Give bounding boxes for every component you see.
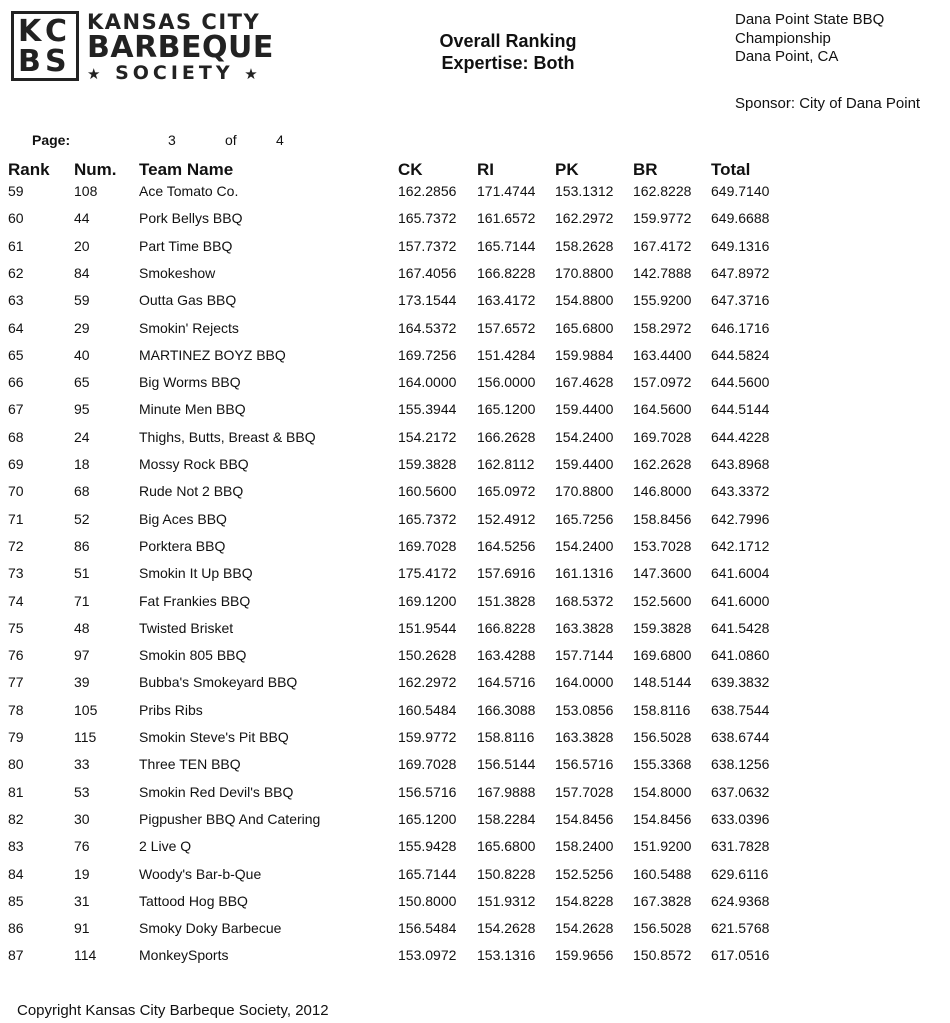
cell-team: Minute Men BBQ — [139, 401, 246, 418]
cell-ri: 167.9888 — [477, 783, 536, 800]
cell-team: Smokin Red Devil's BBQ — [139, 783, 294, 800]
cell-num: 53 — [74, 783, 90, 800]
cell-total: 646.1716 — [711, 319, 770, 336]
cell-pk: 164.0000 — [555, 674, 614, 691]
cell-ri: 158.2284 — [477, 810, 536, 827]
event-info — [735, 11, 884, 67]
cell-total: 644.5824 — [711, 346, 770, 363]
table-row — [0, 784, 950, 811]
cell-num: 40 — [74, 346, 90, 363]
cell-ck: 156.5484 — [398, 920, 457, 937]
cell-ck: 173.1544 — [398, 292, 457, 309]
cell-ri: 150.8228 — [477, 865, 536, 882]
cell-ck: 162.2856 — [398, 183, 457, 199]
cell-ri: 162.8112 — [477, 456, 535, 472]
header-ri: RI — [477, 160, 494, 179]
table-row — [0, 265, 950, 292]
page-of: of — [225, 132, 237, 148]
table-row — [0, 893, 950, 920]
cell-total: 644.4228 — [711, 428, 770, 445]
cell-num: 86 — [74, 537, 90, 554]
cell-num: 18 — [74, 456, 90, 472]
cell-pk: 159.9656 — [555, 947, 614, 964]
cell-num: 114 — [74, 947, 97, 964]
cell-pk: 154.8228 — [555, 892, 614, 909]
cell-ck: 154.2172 — [398, 428, 457, 445]
cell-num: 59 — [74, 292, 90, 309]
cell-ck: 169.7256 — [398, 346, 457, 363]
cell-br: 160.5488 — [633, 865, 692, 882]
cell-ri: 154.2628 — [477, 920, 536, 937]
cell-br: 163.4400 — [633, 346, 692, 363]
cell-rank: 82 — [8, 810, 24, 827]
logo-line-society — [87, 63, 274, 84]
cell-total: 641.6004 — [711, 565, 770, 582]
cell-rank: 69 — [8, 456, 24, 472]
cell-team: MARTINEZ BOYZ BBQ — [139, 346, 286, 363]
cell-br: 151.9200 — [633, 838, 692, 855]
page-total: 4 — [276, 132, 284, 148]
cell-br: 157.0972 — [633, 374, 692, 391]
kcbs-monogram — [11, 11, 79, 81]
cell-br: 155.3368 — [633, 756, 692, 773]
cell-br: 158.8116 — [633, 701, 691, 718]
cell-rank: 79 — [8, 729, 24, 745]
cell-total: 644.5600 — [711, 374, 770, 391]
table-row — [0, 183, 950, 210]
cell-num: 115 — [74, 729, 97, 745]
table-row — [0, 483, 950, 510]
table-row — [0, 210, 950, 237]
cell-total: 643.3372 — [711, 483, 770, 500]
cell-num: 52 — [74, 510, 90, 527]
logo-letter-b: B — [18, 44, 41, 79]
cell-team: Big Aces BBQ — [139, 510, 227, 527]
table-row — [0, 674, 950, 701]
header-rank: Rank — [8, 160, 50, 179]
cell-br: 153.7028 — [633, 537, 692, 554]
cell-rank: 66 — [8, 374, 24, 391]
cell-num: 51 — [74, 565, 90, 582]
cell-ck: 165.7372 — [398, 510, 457, 527]
cell-pk: 153.0856 — [555, 701, 614, 718]
report-title-line2: Expertise: Both — [441, 53, 575, 73]
table-row — [0, 756, 950, 783]
cell-ck: 175.4172 — [398, 565, 457, 582]
cell-rank: 85 — [8, 892, 24, 909]
cell-br: 154.8456 — [633, 810, 692, 827]
cell-num: 68 — [74, 483, 90, 500]
event-sponsor: Sponsor: City of Dana Point — [735, 95, 921, 112]
cell-team: Thighs, Butts, Breast & BBQ — [139, 428, 316, 445]
page-label: Page: — [32, 132, 71, 148]
cell-ri: 151.4284 — [477, 346, 536, 363]
cell-total: 638.7544 — [711, 701, 770, 718]
cell-total: 617.0516 — [711, 947, 770, 964]
cell-rank: 73 — [8, 565, 24, 582]
cell-team: Rude Not 2 BBQ — [139, 483, 244, 500]
table-row — [0, 320, 950, 347]
kcbs-logo — [11, 11, 283, 83]
cell-team: Smoky Doky Barbecue — [139, 920, 282, 937]
cell-team: Ace Tomato Co. — [139, 183, 239, 199]
cell-total: 631.7828 — [711, 838, 770, 855]
cell-team: Mossy Rock BBQ — [139, 456, 249, 472]
cell-ck: 159.3828 — [398, 456, 457, 472]
cell-num: 48 — [74, 619, 90, 636]
cell-ck: 169.1200 — [398, 592, 457, 609]
cell-rank: 72 — [8, 537, 24, 554]
cell-rank: 87 — [8, 947, 24, 964]
cell-ck: 169.7028 — [398, 537, 457, 554]
cell-total: 641.5428 — [711, 619, 770, 636]
cell-ri: 165.6800 — [477, 838, 536, 855]
cell-ck: 160.5600 — [398, 483, 457, 500]
cell-pk: 168.5372 — [555, 592, 614, 609]
cell-ri: 152.4912 — [477, 510, 536, 527]
cell-pk: 158.2400 — [555, 838, 614, 855]
cell-team: Smokin Steve's Pit BBQ — [139, 729, 289, 745]
logo-letter-s: S — [45, 44, 67, 79]
cell-rank: 78 — [8, 701, 24, 718]
header-pk: PK — [555, 160, 579, 179]
cell-num: 44 — [74, 210, 90, 227]
cell-num: 84 — [74, 264, 90, 281]
table-row — [0, 429, 950, 456]
cell-ck: 151.9544 — [398, 619, 457, 636]
table-row — [0, 292, 950, 319]
copyright-footer: Copyright Kansas City Barbeque Society, 2012 — [17, 1002, 329, 1019]
logo-line-barbeque: BARBEQUE — [87, 30, 274, 65]
cell-num: 30 — [74, 810, 90, 827]
cell-ck: 165.7144 — [398, 865, 457, 882]
cell-team: Pork Bellys BBQ — [139, 210, 243, 227]
cell-team: Woody's Bar-b-Que — [139, 865, 262, 882]
cell-pk: 156.5716 — [555, 756, 614, 773]
cell-ck: 169.7028 — [398, 756, 457, 773]
cell-ck: 156.5716 — [398, 783, 457, 800]
cell-rank: 86 — [8, 920, 24, 937]
cell-ck: 164.5372 — [398, 319, 457, 336]
cell-team: Smokin' Rejects — [139, 319, 239, 336]
cell-total: 638.1256 — [711, 756, 770, 773]
cell-pk: 165.6800 — [555, 319, 614, 336]
cell-pk: 154.2628 — [555, 920, 614, 937]
cell-br: 154.8000 — [633, 783, 692, 800]
cell-br: 169.7028 — [633, 428, 692, 445]
cell-total: 649.1316 — [711, 237, 770, 254]
cell-ri: 165.7144 — [477, 237, 536, 254]
table-row — [0, 456, 950, 483]
cell-ri: 157.6572 — [477, 319, 536, 336]
cell-ck: 155.3944 — [398, 401, 457, 418]
cell-team: Three TEN BBQ — [139, 756, 241, 773]
header-ck: CK — [398, 160, 423, 179]
table-row — [0, 374, 950, 401]
cell-pk: 157.7144 — [555, 647, 614, 664]
header-total: Total — [711, 160, 751, 179]
cell-total: 641.6000 — [711, 592, 770, 609]
cell-num: 29 — [74, 319, 90, 336]
cell-pk: 170.8800 — [555, 264, 614, 281]
table-row — [0, 238, 950, 265]
cell-team: Big Worms BBQ — [139, 374, 241, 391]
table-row — [0, 620, 950, 647]
cell-rank: 74 — [8, 592, 24, 609]
cell-ck: 155.9428 — [398, 838, 457, 855]
cell-team: Pigpusher BBQ And Catering — [139, 810, 321, 827]
cell-br: 164.5600 — [633, 401, 692, 418]
cell-total: 649.7140 — [711, 183, 770, 199]
page-current: 3 — [168, 132, 176, 148]
cell-rank: 64 — [8, 319, 24, 336]
logo-line-kansas-city: KANSAS CITY — [87, 10, 261, 34]
cell-num: 97 — [74, 647, 90, 664]
cell-ri: 153.1316 — [477, 947, 536, 964]
cell-rank: 83 — [8, 838, 24, 855]
cell-ri: 165.1200 — [477, 401, 536, 418]
table-row — [0, 920, 950, 947]
table-row — [0, 811, 950, 838]
cell-num: 91 — [74, 920, 90, 937]
cell-rank: 63 — [8, 292, 24, 309]
cell-num: 20 — [74, 237, 90, 254]
cell-ck: 153.0972 — [398, 947, 457, 964]
table-row — [0, 538, 950, 565]
cell-ck: 167.4056 — [398, 264, 457, 281]
cell-br: 147.3600 — [633, 565, 692, 582]
cell-ri: 151.9312 — [477, 892, 536, 909]
cell-rank: 61 — [8, 237, 24, 254]
cell-rank: 75 — [8, 619, 24, 636]
cell-total: 621.5768 — [711, 920, 770, 937]
logo-society-text: SOCIETY — [115, 62, 234, 84]
report-title-line1: Overall Ranking — [439, 31, 577, 51]
cell-team: Smokin It Up BBQ — [139, 565, 253, 582]
cell-br: 169.6800 — [633, 647, 692, 664]
star-icon: ★ — [87, 65, 105, 83]
cell-num: 65 — [74, 374, 90, 391]
cell-br: 159.3828 — [633, 619, 692, 636]
report-title — [400, 30, 616, 74]
logo-wordmark — [87, 11, 274, 84]
cell-pk: 163.3828 — [555, 619, 614, 636]
cell-pk: 154.2400 — [555, 428, 614, 445]
table-row — [0, 947, 950, 974]
cell-pk: 163.3828 — [555, 729, 614, 745]
table-row — [0, 401, 950, 428]
cell-num: 105 — [74, 701, 98, 718]
cell-ck: 164.0000 — [398, 374, 457, 391]
cell-team: Smokeshow — [139, 264, 216, 281]
cell-ri: 166.8228 — [477, 264, 536, 281]
cell-ri: 166.2628 — [477, 428, 536, 445]
cell-br: 158.8456 — [633, 510, 692, 527]
cell-pk: 159.4400 — [555, 401, 614, 418]
cell-rank: 80 — [8, 756, 24, 773]
cell-num: 33 — [74, 756, 90, 773]
cell-pk: 159.9884 — [555, 346, 614, 363]
cell-pk: 158.2628 — [555, 237, 614, 254]
cell-br: 152.5600 — [633, 592, 692, 609]
cell-ck: 160.5484 — [398, 701, 457, 718]
cell-total: 633.0396 — [711, 810, 770, 827]
event-name-line1: Dana Point State BBQ — [735, 11, 885, 28]
logo-letter-k: K — [18, 14, 42, 49]
cell-rank: 81 — [8, 783, 24, 800]
cell-ri: 161.6572 — [477, 210, 536, 227]
cell-br: 142.7888 — [633, 264, 692, 281]
cell-ri: 151.3828 — [477, 592, 536, 609]
cell-br: 167.4172 — [633, 237, 692, 254]
cell-pk: 159.4400 — [555, 456, 614, 472]
cell-pk: 152.5256 — [555, 865, 614, 882]
cell-pk: 161.1316 — [555, 565, 614, 582]
cell-ck: 157.7372 — [398, 237, 457, 254]
cell-ck: 150.8000 — [398, 892, 457, 909]
cell-rank: 76 — [8, 647, 24, 664]
cell-rank: 71 — [8, 510, 24, 527]
cell-team: MonkeySports — [139, 947, 229, 964]
table-row — [0, 866, 950, 893]
cell-total: 629.6116 — [711, 865, 769, 882]
table-row — [0, 511, 950, 538]
cell-total: 641.0860 — [711, 647, 770, 664]
cell-num: 95 — [74, 401, 90, 418]
cell-ri: 166.8228 — [477, 619, 536, 636]
cell-pk: 170.8800 — [555, 483, 614, 500]
cell-total: 638.6744 — [711, 729, 770, 745]
cell-rank: 65 — [8, 346, 24, 363]
cell-rank: 60 — [8, 210, 24, 227]
cell-br: 155.9200 — [633, 292, 692, 309]
cell-ck: 162.2972 — [398, 674, 457, 691]
cell-ck: 150.2628 — [398, 647, 457, 664]
cell-ri: 165.0972 — [477, 483, 536, 500]
cell-total: 647.3716 — [711, 292, 770, 309]
cell-total: 642.7996 — [711, 510, 770, 527]
cell-br: 162.8228 — [633, 183, 692, 199]
header-num: Num. — [74, 160, 117, 179]
cell-pk: 154.8800 — [555, 292, 614, 309]
cell-ck: 165.7372 — [398, 210, 457, 227]
table-row — [0, 565, 950, 592]
table-row — [0, 647, 950, 674]
cell-team: Outta Gas BBQ — [139, 292, 237, 309]
cell-rank: 84 — [8, 865, 24, 882]
cell-total: 624.9368 — [711, 892, 770, 909]
cell-rank: 59 — [8, 183, 24, 199]
table-row — [0, 729, 950, 756]
cell-num: 19 — [74, 865, 90, 882]
cell-br: 148.5144 — [633, 674, 692, 691]
cell-team: Porktera BBQ — [139, 537, 226, 554]
cell-ri: 157.6916 — [477, 565, 536, 582]
cell-br: 167.3828 — [633, 892, 692, 909]
table-row — [0, 593, 950, 620]
cell-rank: 67 — [8, 401, 24, 418]
cell-team: Bubba's Smokeyard BBQ — [139, 674, 298, 691]
cell-pk: 165.7256 — [555, 510, 614, 527]
cell-rank: 70 — [8, 483, 24, 500]
cell-total: 644.5144 — [711, 401, 770, 418]
cell-team: Smokin 805 BBQ — [139, 647, 247, 664]
cell-ri: 171.4744 — [477, 183, 536, 199]
cell-br: 156.5028 — [633, 729, 692, 745]
logo-letter-c: C — [45, 14, 68, 49]
event-name-line2: Championship — [735, 29, 831, 47]
cell-ri: 163.4172 — [477, 292, 536, 309]
cell-ri: 163.4288 — [477, 647, 536, 664]
cell-team: Tattood Hog BBQ — [139, 892, 248, 909]
cell-br: 159.9772 — [633, 210, 692, 227]
cell-pk: 162.2972 — [555, 210, 614, 227]
cell-total: 649.6688 — [711, 210, 770, 227]
cell-rank: 77 — [8, 674, 24, 691]
table-row — [0, 347, 950, 374]
cell-pk: 154.2400 — [555, 537, 614, 554]
header-team-name: Team Name — [139, 160, 234, 179]
cell-team: Part Time BBQ — [139, 237, 233, 254]
cell-num: 76 — [74, 838, 90, 855]
cell-ri: 156.5144 — [477, 756, 536, 773]
cell-total: 637.0632 — [711, 783, 770, 800]
cell-total: 647.8972 — [711, 264, 770, 281]
cell-total: 642.1712 — [711, 537, 770, 554]
cell-br: 150.8572 — [633, 947, 692, 964]
cell-br: 162.2628 — [633, 456, 692, 472]
cell-team: Twisted Brisket — [139, 619, 234, 636]
cell-br: 146.8000 — [633, 483, 692, 500]
cell-total: 639.3832 — [711, 674, 770, 691]
cell-br: 158.2972 — [633, 319, 692, 336]
header-br: BR — [633, 160, 658, 179]
cell-pk: 153.1312 — [555, 183, 614, 199]
cell-ck: 165.1200 — [398, 810, 457, 827]
cell-rank: 62 — [8, 264, 24, 281]
cell-team: Fat Frankies BBQ — [139, 592, 251, 609]
table-row — [0, 702, 950, 729]
cell-total: 643.8968 — [711, 456, 770, 472]
cell-num: 31 — [74, 892, 90, 909]
cell-ri: 164.5716 — [477, 674, 536, 691]
cell-num: 108 — [74, 183, 98, 199]
cell-br: 156.5028 — [633, 920, 692, 937]
cell-rank: 68 — [8, 428, 24, 445]
cell-num: 71 — [74, 592, 90, 609]
cell-ri: 166.3088 — [477, 701, 536, 718]
cell-ri: 158.8116 — [477, 729, 535, 745]
cell-num: 39 — [74, 674, 90, 691]
cell-ck: 159.9772 — [398, 729, 457, 745]
cell-ri: 156.0000 — [477, 374, 536, 391]
table-row — [0, 838, 950, 865]
star-icon: ★ — [244, 65, 262, 83]
cell-team: 2 Live Q — [139, 838, 192, 855]
cell-team: Pribs Ribs — [139, 701, 203, 718]
cell-num: 24 — [74, 428, 90, 445]
cell-pk: 154.8456 — [555, 810, 614, 827]
cell-pk: 167.4628 — [555, 374, 614, 391]
cell-pk: 157.7028 — [555, 783, 614, 800]
event-location: Dana Point, CA — [735, 48, 839, 65]
cell-ri: 164.5256 — [477, 537, 536, 554]
